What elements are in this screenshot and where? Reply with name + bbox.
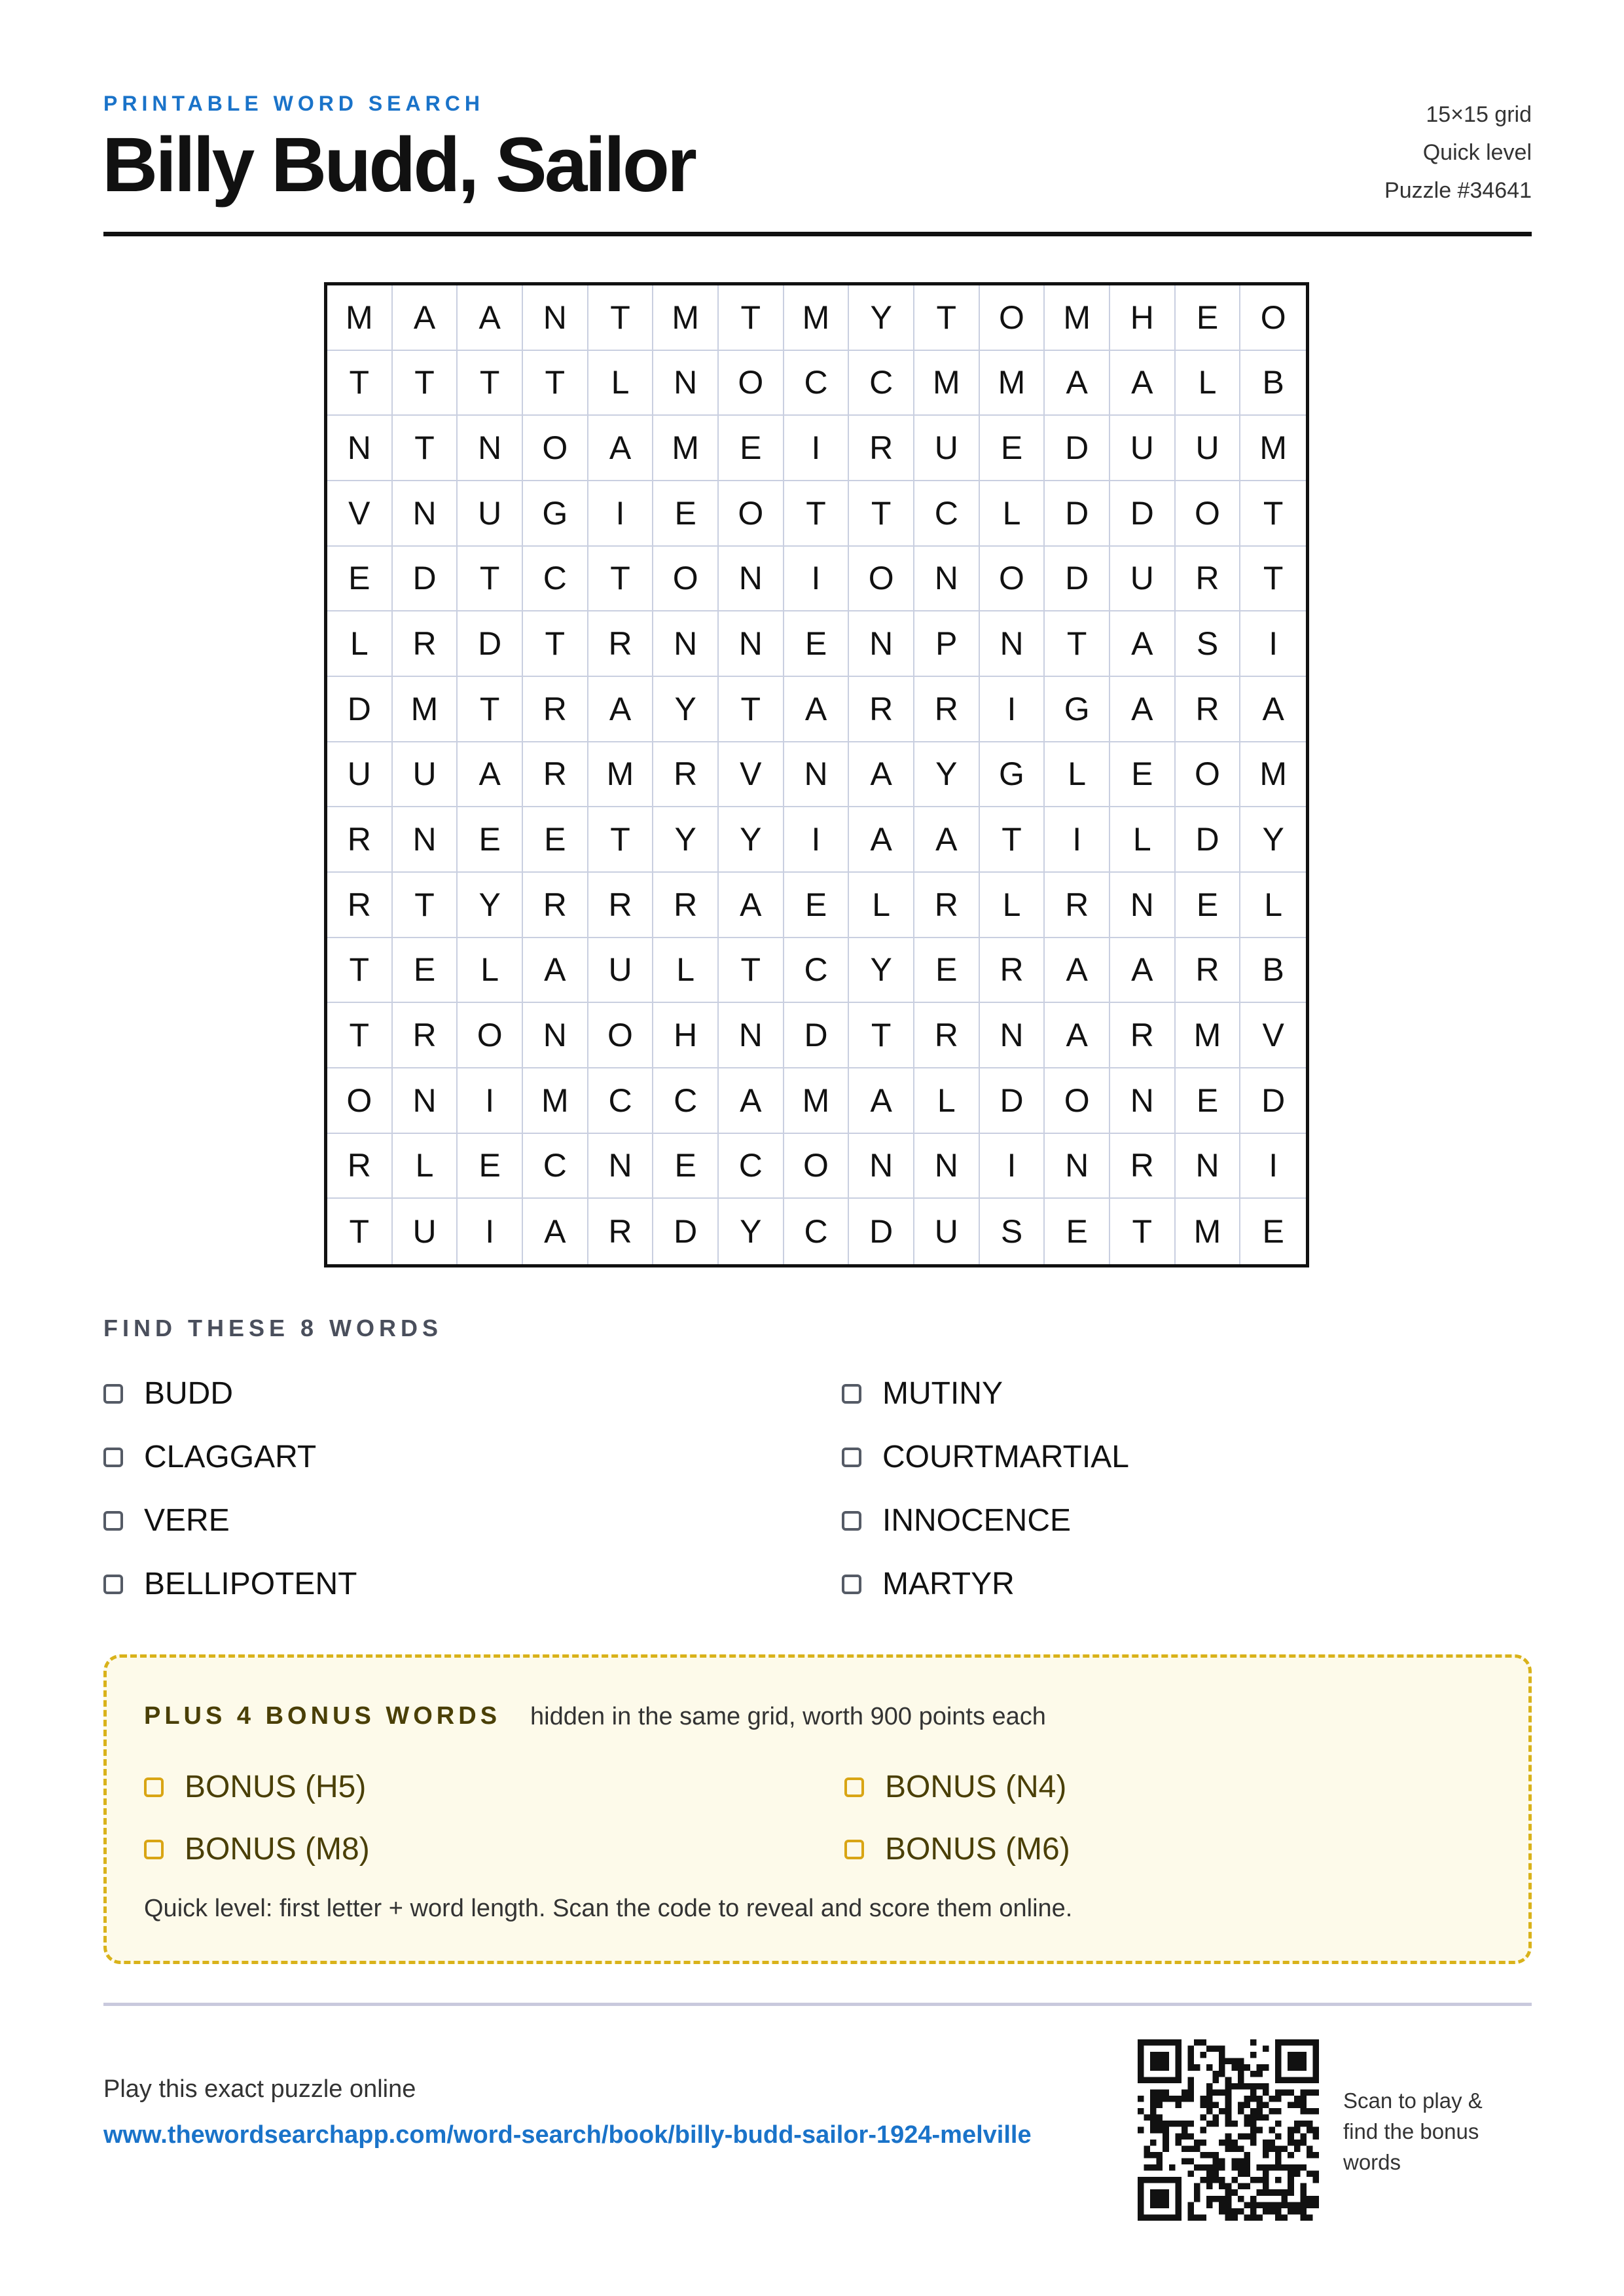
grid-cell[interactable]: V — [719, 742, 784, 808]
word-list — [103, 1362, 1229, 1616]
grid-cell[interactable]: C — [588, 1068, 654, 1134]
bonus-subtitle: hidden in the same grid, worth 900 points each — [530, 1703, 1046, 1730]
grid-cell[interactable]: E — [1176, 285, 1241, 351]
grid-cell[interactable]: D — [393, 547, 458, 612]
word-item-vere[interactable] — [103, 1489, 842, 1552]
grid-cell[interactable]: M — [980, 351, 1045, 416]
checkbox-icon[interactable] — [144, 1840, 164, 1859]
word-item-mutiny[interactable] — [842, 1362, 1229, 1425]
grid-cell[interactable]: I — [1240, 1134, 1306, 1199]
grid-cell[interactable]: R — [393, 611, 458, 677]
grid-cell[interactable]: T — [719, 285, 784, 351]
bonus-label: BONUS (N4) — [885, 1770, 1067, 1804]
grid-cell[interactable]: Y — [849, 938, 914, 1004]
grid-cell[interactable]: R — [327, 1134, 393, 1199]
play-online-label: Play this exact puzzle online — [103, 2075, 416, 2103]
puzzle-number-label: Puzzle #34641 — [1384, 178, 1532, 203]
grid-cell[interactable]: T — [327, 1003, 393, 1068]
grid-cell[interactable]: M — [1240, 742, 1306, 808]
grid-cell[interactable]: M — [588, 742, 654, 808]
grid-cell[interactable]: D — [458, 611, 523, 677]
grid-cell[interactable]: T — [980, 807, 1045, 873]
grid-cell[interactable]: R — [588, 1199, 654, 1264]
grid-cell[interactable]: R — [653, 873, 719, 938]
grid-cell[interactable]: E — [458, 1134, 523, 1199]
grid-cell[interactable]: D — [784, 1003, 850, 1068]
grid-cell[interactable]: Y — [653, 807, 719, 873]
grid-cell[interactable]: G — [523, 481, 588, 547]
grid-cell[interactable]: I — [980, 677, 1045, 742]
grid-cell[interactable]: E — [1176, 1068, 1241, 1134]
bonus-label: BONUS (M6) — [885, 1832, 1070, 1867]
grid-cell[interactable]: N — [523, 285, 588, 351]
grid-cell[interactable]: R — [653, 742, 719, 808]
grid-cell[interactable]: R — [327, 873, 393, 938]
grid-cell[interactable]: N — [719, 547, 784, 612]
grid-cell[interactable]: N — [719, 1003, 784, 1068]
grid-cell[interactable]: A — [849, 1068, 914, 1134]
grid-cell[interactable]: E — [914, 938, 980, 1004]
grid-cell[interactable]: D — [1045, 481, 1110, 547]
grid-cell[interactable]: I — [980, 1134, 1045, 1199]
grid-cell[interactable]: O — [1176, 742, 1241, 808]
grid-cell[interactable]: N — [980, 611, 1045, 677]
grid-cell[interactable]: E — [327, 547, 393, 612]
grid-cell[interactable]: D — [1110, 481, 1176, 547]
checkbox-icon[interactable] — [103, 1448, 123, 1467]
grid-cell[interactable]: O — [653, 547, 719, 612]
grid-cell[interactable]: L — [1110, 807, 1176, 873]
grid-cell[interactable]: U — [393, 1199, 458, 1264]
grid-cell[interactable]: E — [784, 611, 850, 677]
grid-cell[interactable]: N — [393, 807, 458, 873]
bonus-item-m6[interactable] — [844, 1818, 1191, 1880]
checkbox-icon[interactable] — [103, 1575, 123, 1594]
checkbox-icon[interactable] — [103, 1384, 123, 1404]
grid-cell[interactable]: O — [980, 285, 1045, 351]
grid-cell[interactable]: N — [849, 1134, 914, 1199]
grid-cell[interactable]: M — [653, 285, 719, 351]
qr-code-icon[interactable] — [1138, 2039, 1319, 2221]
grid-cell[interactable]: M — [914, 351, 980, 416]
grid-cell[interactable]: E — [393, 938, 458, 1004]
grid-cell[interactable]: E — [980, 416, 1045, 481]
grid-cell[interactable]: A — [784, 677, 850, 742]
grid-cell[interactable]: A — [523, 1199, 588, 1264]
word-item-innocence[interactable] — [842, 1489, 1229, 1552]
grid-cell[interactable]: T — [784, 481, 850, 547]
grid-cell[interactable]: U — [914, 416, 980, 481]
grid-cell[interactable]: R — [980, 938, 1045, 1004]
grid-cell[interactable]: R — [393, 1003, 458, 1068]
grid-cell[interactable]: R — [1176, 547, 1241, 612]
grid-cell[interactable]: T — [719, 677, 784, 742]
grid-cell[interactable]: M — [784, 285, 850, 351]
grid-cell[interactable]: L — [1176, 351, 1241, 416]
grid-cell[interactable]: N — [980, 1003, 1045, 1068]
grid-cell[interactable]: M — [1045, 285, 1110, 351]
grid-cell[interactable]: U — [327, 742, 393, 808]
grid-cell[interactable]: N — [1176, 1134, 1241, 1199]
grid-cell[interactable]: U — [914, 1199, 980, 1264]
grid-cell[interactable]: Y — [458, 873, 523, 938]
grid-cell[interactable]: T — [588, 547, 654, 612]
bonus-item-m8[interactable] — [144, 1818, 844, 1880]
grid-cell[interactable]: O — [523, 416, 588, 481]
grid-cell[interactable]: B — [1240, 938, 1306, 1004]
grid-cell[interactable]: A — [1110, 611, 1176, 677]
grid-cell[interactable]: O — [719, 351, 784, 416]
grid-cell[interactable]: E — [1262, 1213, 1284, 1250]
grid-cell[interactable]: L — [1045, 742, 1110, 808]
word-item-courtmartial[interactable] — [842, 1425, 1229, 1489]
grid-cell[interactable]: Y — [849, 285, 914, 351]
grid-cell[interactable]: A — [1045, 1003, 1110, 1068]
grid-cell[interactable]: I — [458, 1068, 523, 1134]
grid-cell[interactable]: C — [653, 1068, 719, 1134]
grid-cell[interactable]: H — [653, 1003, 719, 1068]
grid-cell[interactable]: N — [1110, 873, 1176, 938]
grid-cell[interactable]: C — [784, 938, 850, 1004]
grid-cell[interactable]: I — [1045, 807, 1110, 873]
grid-cell[interactable]: G — [980, 742, 1045, 808]
grid-cell[interactable]: U — [1176, 416, 1241, 481]
grid-cell[interactable]: O — [327, 1068, 393, 1134]
grid-cell[interactable]: R — [1110, 1134, 1176, 1199]
grid-cell[interactable]: D — [849, 1199, 914, 1264]
grid-cell[interactable]: T — [719, 938, 784, 1004]
grid-cell[interactable]: U — [588, 938, 654, 1004]
grid-cell[interactable]: T — [588, 285, 654, 351]
grid-cell[interactable]: N — [653, 351, 719, 416]
word-item-budd[interactable] — [103, 1362, 842, 1425]
grid-cell[interactable]: M — [653, 416, 719, 481]
word-label: INNOCENCE — [882, 1503, 1072, 1538]
grid-cell[interactable]: E — [784, 873, 850, 938]
grid-cell[interactable]: A — [588, 416, 654, 481]
grid-cell[interactable]: E — [653, 1134, 719, 1199]
grid-cell[interactable]: Y — [719, 807, 784, 873]
level-label: Quick level — [1422, 140, 1532, 165]
grid-cell[interactable]: A — [914, 807, 980, 873]
grid-cell[interactable]: V — [327, 481, 393, 547]
grid-cell[interactable]: T — [458, 547, 523, 612]
grid-cell[interactable]: C — [784, 351, 850, 416]
grid-cell[interactable]: U — [393, 742, 458, 808]
grid-cell[interactable]: O — [458, 1003, 523, 1068]
bonus-panel — [103, 1654, 1532, 1964]
puzzle-url-link[interactable]: www.thewordsearchapp.com/word-search/book/billy-budd-sailor-1924-melville — [103, 2121, 1032, 2149]
grid-cell[interactable]: N — [784, 742, 850, 808]
checkbox-icon[interactable] — [144, 1777, 164, 1797]
grid-cell[interactable]: A — [1110, 351, 1176, 416]
grid-cell[interactable]: M — [784, 1068, 850, 1134]
grid-cell[interactable]: N — [719, 611, 784, 677]
grid-cell[interactable]: D — [327, 677, 393, 742]
grid-cell[interactable]: L — [588, 351, 654, 416]
grid-cell[interactable]: Y — [914, 742, 980, 808]
grid-cell[interactable]: M — [1176, 1003, 1241, 1068]
grid-cell[interactable]: O — [1045, 1068, 1110, 1134]
grid-cell[interactable]: N — [458, 416, 523, 481]
grid-cell[interactable]: C — [523, 1134, 588, 1199]
grid-cell[interactable]: A — [1110, 938, 1176, 1004]
grid-cell[interactable]: L — [393, 1134, 458, 1199]
grid-cell[interactable]: O — [1176, 481, 1241, 547]
grid-cell[interactable]: L — [980, 481, 1045, 547]
grid-cell[interactable]: D — [980, 1068, 1045, 1134]
grid-cell[interactable]: E — [1176, 873, 1241, 938]
grid-cell[interactable]: O — [980, 547, 1045, 612]
grid-cell[interactable]: T — [849, 1003, 914, 1068]
grid-cell[interactable]: T — [1045, 611, 1110, 677]
grid-cell[interactable]: R — [588, 873, 654, 938]
grid-cell[interactable]: T — [327, 1199, 393, 1264]
grid-cell[interactable]: A — [1045, 351, 1110, 416]
puzzle-meta — [1384, 96, 1532, 210]
grid-cell[interactable]: T — [393, 351, 458, 416]
grid-cell[interactable]: D — [1045, 416, 1110, 481]
grid-cell[interactable]: U — [1110, 416, 1176, 481]
grid-cell[interactable]: S — [980, 1199, 1045, 1264]
grid-cell[interactable]: T — [458, 677, 523, 742]
grid-cell[interactable]: E — [458, 807, 523, 873]
grid-cell[interactable]: R — [914, 873, 980, 938]
grid-cell[interactable]: T — [914, 285, 980, 351]
grid-cell[interactable]: I — [784, 416, 850, 481]
grid-cell[interactable]: T — [327, 351, 393, 416]
grid-cell[interactable]: T — [1240, 547, 1306, 612]
grid-cell[interactable]: U — [458, 481, 523, 547]
grid-cell[interactable]: L — [914, 1068, 980, 1134]
word-label: CLAGGART — [144, 1440, 317, 1474]
grid-cell[interactable]: N — [327, 416, 393, 481]
grid-cell[interactable]: I — [784, 547, 850, 612]
grid-cell[interactable]: C — [523, 547, 588, 612]
grid-cell[interactable]: R — [914, 1003, 980, 1068]
grid-cell[interactable]: M — [523, 1068, 588, 1134]
bonus-label: BONUS (M8) — [185, 1832, 370, 1867]
grid-cell[interactable]: B — [1240, 351, 1306, 416]
grid-cell[interactable]: A — [1110, 677, 1176, 742]
word-label: MARTYR — [882, 1567, 1015, 1601]
grid-cell[interactable]: A — [849, 807, 914, 873]
bonus-heading: PLUS 4 BONUS WORDS — [144, 1702, 501, 1730]
grid-cell[interactable]: A — [849, 742, 914, 808]
grid-cell[interactable]: T — [393, 873, 458, 938]
grid-cell[interactable]: N — [914, 1134, 980, 1199]
grid-cell[interactable]: A — [1240, 677, 1306, 742]
grid-cell[interactable]: R — [523, 742, 588, 808]
grid-cell[interactable]: T — [1110, 1199, 1176, 1264]
grid-cell[interactable]: G — [1045, 677, 1110, 742]
word-label: MUTINY — [882, 1376, 1003, 1411]
grid-cell[interactable]: M — [1240, 416, 1306, 481]
grid-cell[interactable]: N — [1045, 1134, 1110, 1199]
grid-cell[interactable]: N — [588, 1134, 654, 1199]
grid-cell[interactable]: R — [914, 677, 980, 742]
grid-cell[interactable]: N — [849, 611, 914, 677]
word-item-martyr[interactable] — [842, 1552, 1229, 1616]
grid-cell[interactable]: C — [784, 1199, 850, 1264]
grid-cell[interactable]: L — [653, 938, 719, 1004]
checkbox-icon[interactable] — [844, 1777, 864, 1797]
word-item-claggart[interactable] — [103, 1425, 842, 1489]
grid-cell[interactable]: E — [1110, 742, 1176, 808]
bonus-label: BONUS (H5) — [185, 1770, 367, 1804]
grid-cell[interactable]: L — [327, 611, 393, 677]
bonus-note: Quick level: first letter + word length. Scan the code to reveal and score them online. — [144, 1895, 1073, 1922]
bonus-list — [144, 1756, 1191, 1880]
word-label: BELLIPOTENT — [144, 1567, 357, 1601]
grid-cell[interactable]: D — [653, 1199, 719, 1264]
grid-cell[interactable]: I — [784, 807, 850, 873]
grid-cell[interactable]: I — [458, 1199, 523, 1264]
grid-cell[interactable]: S — [1176, 611, 1241, 677]
checkbox-icon[interactable] — [103, 1511, 123, 1531]
grid-cell[interactable]: Y — [1240, 807, 1306, 873]
word-item-bellipotent[interactable] — [103, 1552, 842, 1616]
bonus-item-h5[interactable] — [144, 1756, 844, 1818]
grid-cell[interactable]: A — [458, 742, 523, 808]
grid-cell[interactable]: T — [588, 807, 654, 873]
find-words-heading: FIND THESE 8 WORDS — [103, 1315, 443, 1341]
grid-cell[interactable]: R — [1110, 1003, 1176, 1068]
grid-cell[interactable]: T — [393, 416, 458, 481]
checkbox-icon[interactable] — [842, 1384, 861, 1404]
grid-cell[interactable]: R — [523, 873, 588, 938]
grid-cell[interactable]: O — [849, 547, 914, 612]
grid-cell[interactable]: R — [588, 611, 654, 677]
grid-cell[interactable]: O — [784, 1134, 850, 1199]
grid-cell[interactable]: O — [719, 481, 784, 547]
checkbox-icon[interactable] — [844, 1840, 864, 1859]
grid-cell[interactable]: N — [914, 547, 980, 612]
grid-cell[interactable]: N — [393, 1068, 458, 1134]
scan-instructions: Scan to play & find the bonus words — [1343, 2088, 1483, 2174]
grid-cell[interactable]: T — [523, 351, 588, 416]
grid-cell[interactable]: C — [719, 1134, 784, 1199]
grid-cell[interactable]: A — [1045, 938, 1110, 1004]
grid-size-label: 15×15 grid — [1426, 102, 1532, 127]
word-label: COURTMARTIAL — [882, 1440, 1129, 1474]
grid-cell[interactable]: C — [849, 351, 914, 416]
grid-cell[interactable]: M — [1176, 1199, 1241, 1264]
grid-cell[interactable]: Y — [719, 1199, 784, 1264]
bonus-item-n4[interactable] — [844, 1756, 1191, 1818]
grid-cell[interactable]: U — [1110, 547, 1176, 612]
letter-grid[interactable] — [324, 282, 1309, 1267]
grid-cell[interactable]: R — [523, 677, 588, 742]
grid-cell[interactable]: N — [1110, 1068, 1176, 1134]
grid-cell[interactable]: T — [849, 481, 914, 547]
grid-cell[interactable]: A — [588, 677, 654, 742]
grid-cell[interactable]: R — [849, 416, 914, 481]
grid-cell[interactable]: A — [523, 938, 588, 1004]
checkbox-icon[interactable] — [842, 1448, 861, 1467]
grid-cell[interactable]: R — [1176, 938, 1241, 1004]
footer-divider — [103, 2003, 1532, 2006]
grid-cell[interactable]: L — [849, 873, 914, 938]
grid-cell[interactable]: V — [1240, 1003, 1306, 1068]
grid-cell[interactable]: R — [849, 677, 914, 742]
grid-cell[interactable]: E — [653, 481, 719, 547]
grid-cell[interactable]: D — [1045, 547, 1110, 612]
grid-cell[interactable]: L — [1240, 873, 1306, 938]
word-label: VERE — [144, 1503, 230, 1538]
header-divider — [103, 232, 1532, 236]
grid-cell[interactable]: M — [327, 285, 393, 351]
grid-cell[interactable]: A — [393, 285, 458, 351]
grid-cell[interactable]: N — [393, 481, 458, 547]
grid-cell[interactable]: N — [523, 1003, 588, 1068]
grid-cell[interactable]: Y — [653, 677, 719, 742]
grid-cell[interactable]: P — [914, 611, 980, 677]
grid-cell[interactable]: E — [523, 807, 588, 873]
grid-cell[interactable]: H — [1110, 285, 1176, 351]
grid-cell[interactable]: T — [523, 611, 588, 677]
page-title: Billy Budd, Sailor — [102, 122, 695, 208]
grid-cell[interactable]: N — [653, 611, 719, 677]
grid-cell[interactable]: T — [327, 938, 393, 1004]
eyebrow-label: PRINTABLE WORD SEARCH — [103, 92, 484, 115]
grid-cell[interactable]: D — [1240, 1068, 1306, 1134]
grid-cell[interactable]: R — [327, 807, 393, 873]
grid-cell[interactable]: L — [458, 938, 523, 1004]
checkbox-icon[interactable] — [842, 1575, 861, 1594]
grid-cell[interactable]: A — [719, 873, 784, 938]
checkbox-icon[interactable] — [842, 1511, 861, 1531]
grid-cell[interactable]: I — [588, 481, 654, 547]
grid-cell[interactable]: O — [588, 1003, 654, 1068]
grid-cell[interactable]: R — [1045, 873, 1110, 938]
grid-cell[interactable]: T — [458, 351, 523, 416]
grid-cell[interactable]: I — [1240, 611, 1306, 677]
grid-cell[interactable]: R — [1176, 677, 1241, 742]
grid-cell[interactable]: O — [1240, 285, 1306, 351]
word-label: BUDD — [144, 1376, 234, 1411]
grid-cell[interactable]: L — [980, 873, 1045, 938]
grid-cell[interactable]: D — [1176, 807, 1241, 873]
grid-cell[interactable]: C — [914, 481, 980, 547]
grid-cell[interactable]: E — [1045, 1199, 1110, 1264]
grid-cell[interactable]: E — [719, 416, 784, 481]
grid-cell[interactable]: M — [393, 677, 458, 742]
grid-cell[interactable]: A — [719, 1068, 784, 1134]
grid-cell[interactable]: A — [458, 285, 523, 351]
grid-cell[interactable]: T — [1240, 481, 1306, 547]
